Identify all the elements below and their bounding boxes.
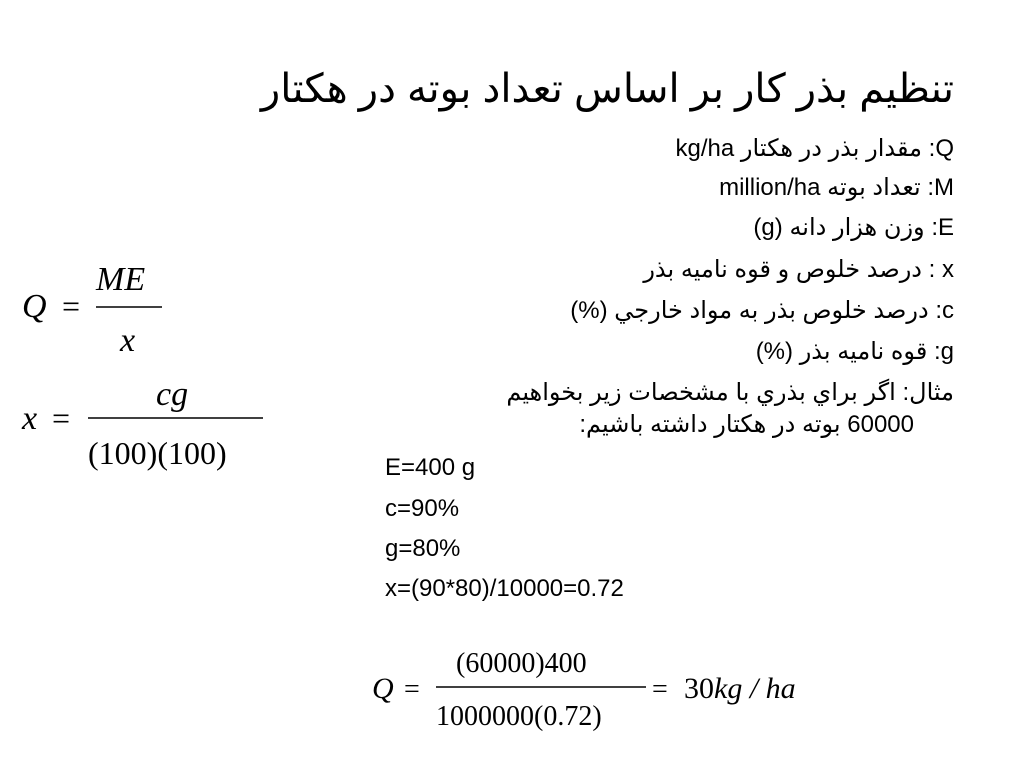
formula-result-denominator: 1000000(0.72)	[436, 701, 602, 732]
definition-symbol: c:	[935, 297, 954, 324]
formula-result-rhs-equals: =	[652, 674, 668, 705]
slide-title: تنظيم بذر کار بر اساس تعداد بوته در هکتار	[260, 67, 954, 111]
definition-unit: kg/ha	[675, 135, 735, 162]
formula-q-numerator: ME	[96, 261, 146, 298]
example-line-2-text: بوته در هکتار داشته باشيم:	[579, 411, 841, 438]
formula-q	[22, 261, 162, 359]
formula-x	[21, 376, 263, 471]
definition-unit: (g)	[753, 214, 783, 241]
formula-x-denominator: (100)(100)	[88, 435, 227, 471]
definition-unit: million/ha	[719, 174, 821, 201]
formula-x-numerator: cg	[156, 376, 189, 413]
value-e: E=400 g	[385, 454, 476, 481]
formula-q-lhs: Q	[22, 288, 47, 325]
value-g: g=80%	[385, 535, 461, 562]
definition-text: تعداد بوته	[827, 174, 921, 201]
example-plant-count: 60000	[847, 411, 914, 438]
formula-result-unit: kg / ha	[714, 672, 796, 705]
formula-x-equals: =	[52, 400, 71, 436]
definition-text: درصد خلوص بذر به مواد خارجي	[614, 297, 929, 324]
definition-unit: (%)	[570, 297, 608, 324]
definition-text: وزن هزار دانه	[789, 214, 925, 241]
formula-result	[372, 648, 796, 732]
formula-q-equals: =	[62, 288, 81, 324]
formula-result-numerator: (60000)400	[456, 648, 587, 679]
definition-symbol: g:	[933, 338, 954, 365]
definition-text: قوه ناميه بذر	[799, 338, 928, 365]
formula-result-value: 30	[684, 672, 714, 705]
definition-symbol: M:	[927, 174, 954, 201]
definition-symbol: x :	[928, 256, 954, 283]
definition-text: درصد خلوص و قوه ناميه بذر	[643, 256, 922, 283]
example-line-1: مثال: اگر براي بذري با مشخصات زير بخواهيم	[506, 379, 954, 406]
definition-symbol: E:	[931, 214, 954, 241]
value-c: c=90%	[385, 495, 460, 522]
definition-unit: (%)	[755, 338, 794, 365]
value-x: x=(90*80)/10000=0.72	[385, 575, 624, 602]
formula-q-denominator: x	[120, 322, 136, 359]
formula-result-equals: =	[404, 674, 420, 705]
definition-symbol: Q:	[928, 135, 954, 162]
formula-result-lhs: Q	[372, 672, 394, 705]
formula-x-lhs: x	[22, 400, 38, 437]
definition-text: مقدار بذر در هکتار	[740, 135, 922, 162]
